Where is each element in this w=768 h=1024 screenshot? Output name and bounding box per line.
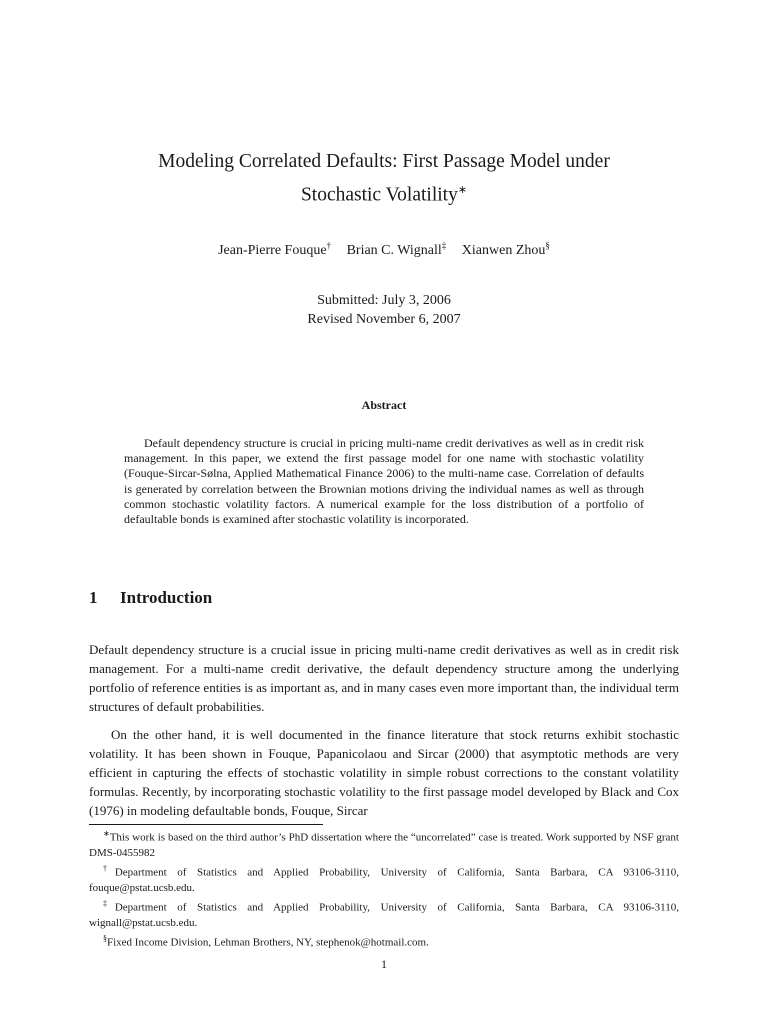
abstract-text: Default dependency structure is crucial in pricing multi-name credit derivatives as well as in credit risk management. In this paper, we extend the first passage model for one name with stochastic volatility (Fouque-Sircar-Sølna, Applied Mathematical Finance 2006) to the multi-name case. Correlation of defaults is generated by correlation between the Brownian motions driving the individual names as well as through common stochastic volatility factors. A numerical example for the loss distribution of a portfolio of defaultable bonds is examined after stochastic volatility is incorporated. [124,436,644,527]
footnote [89,826,679,861]
footnote [89,896,679,931]
author [346,240,447,258]
body-paragraph: Default dependency structure is a crucial issue in pricing multi-name credit derivatives as well as in credit risk management. For a multi-name credit derivative, the default dependency structure among the underlying portfolio of reference entities is as important as, and in many cases even more important than, the individual term structures of default probabilities. [89,642,679,714]
footnote [89,931,679,951]
author [218,240,332,258]
footnotes [89,826,679,951]
paper-title [84,148,684,210]
submission-dates [84,291,684,329]
footnote-mark: § [103,934,107,944]
author-name: Xianwen Zhou [461,242,546,258]
title-line-1: Modeling Correlated Defaults: First Passage Model under [158,151,610,172]
section-title: Introduction [120,588,213,607]
author-list [84,240,684,259]
page-number: 1 [381,957,387,971]
title-footnote-mark: ∗ [457,184,468,196]
author [461,240,550,258]
footnote-text: Department of Statistics and Applied Probability, University of California, Santa Barbara, CA 93106-3110, wignall@pstat.ucsb.edu. [89,901,680,929]
submitted-date: Submitted: July 3, 2006 [317,293,451,308]
author-footnote-mark: ‡ [441,240,447,250]
footnote-text: Fixed Income Division, Lehman Brothers, NY, stephenok@hotmail.com. [107,936,429,949]
author-name: Brian C. Wignall [346,242,442,258]
body-paragraph: On the other hand, it is well documented in the finance literature that stock returns exhibit stochastic volatility. It has been shown in Fouque, Papanicolaou and Sircar (2000) that asymptotic methods are very efficient in capturing the effects of stochastic volatility in simple robust corrections to the constant volatility formulas. Recently, by incorporating stochastic volatility to the first passage model developed by Black and Cox (1976) in modeling defaultable bonds, Fouque, Sircar [89,727,679,818]
section-heading [89,588,212,608]
footnote-mark: ‡ [103,899,115,909]
footnote-mark: † [103,864,115,874]
author-footnote-mark: § [545,240,550,250]
title-line-2: Stochastic Volatility [300,184,458,206]
section-number: 1 [89,588,98,607]
footnote [89,861,679,896]
footnote-rule [89,824,323,825]
abstract-heading: Abstract [361,398,407,412]
author-footnote-mark: † [326,240,332,250]
footnote-mark: ∗ [103,829,110,838]
footnote-text: Department of Statistics and Applied Probability, University of California, Santa Barbara, CA 93106-3110, fouque@pstat.ucsb.edu. [89,866,680,894]
author-name: Jean-Pierre Fouque [218,242,327,258]
revised-date: Revised November 6, 2007 [307,312,461,327]
footnote-text: This work is based on the third author’s PhD dissertation where the “uncorrelated” case is treated. Work supported by NSF grant DMS-0455982 [89,831,679,859]
